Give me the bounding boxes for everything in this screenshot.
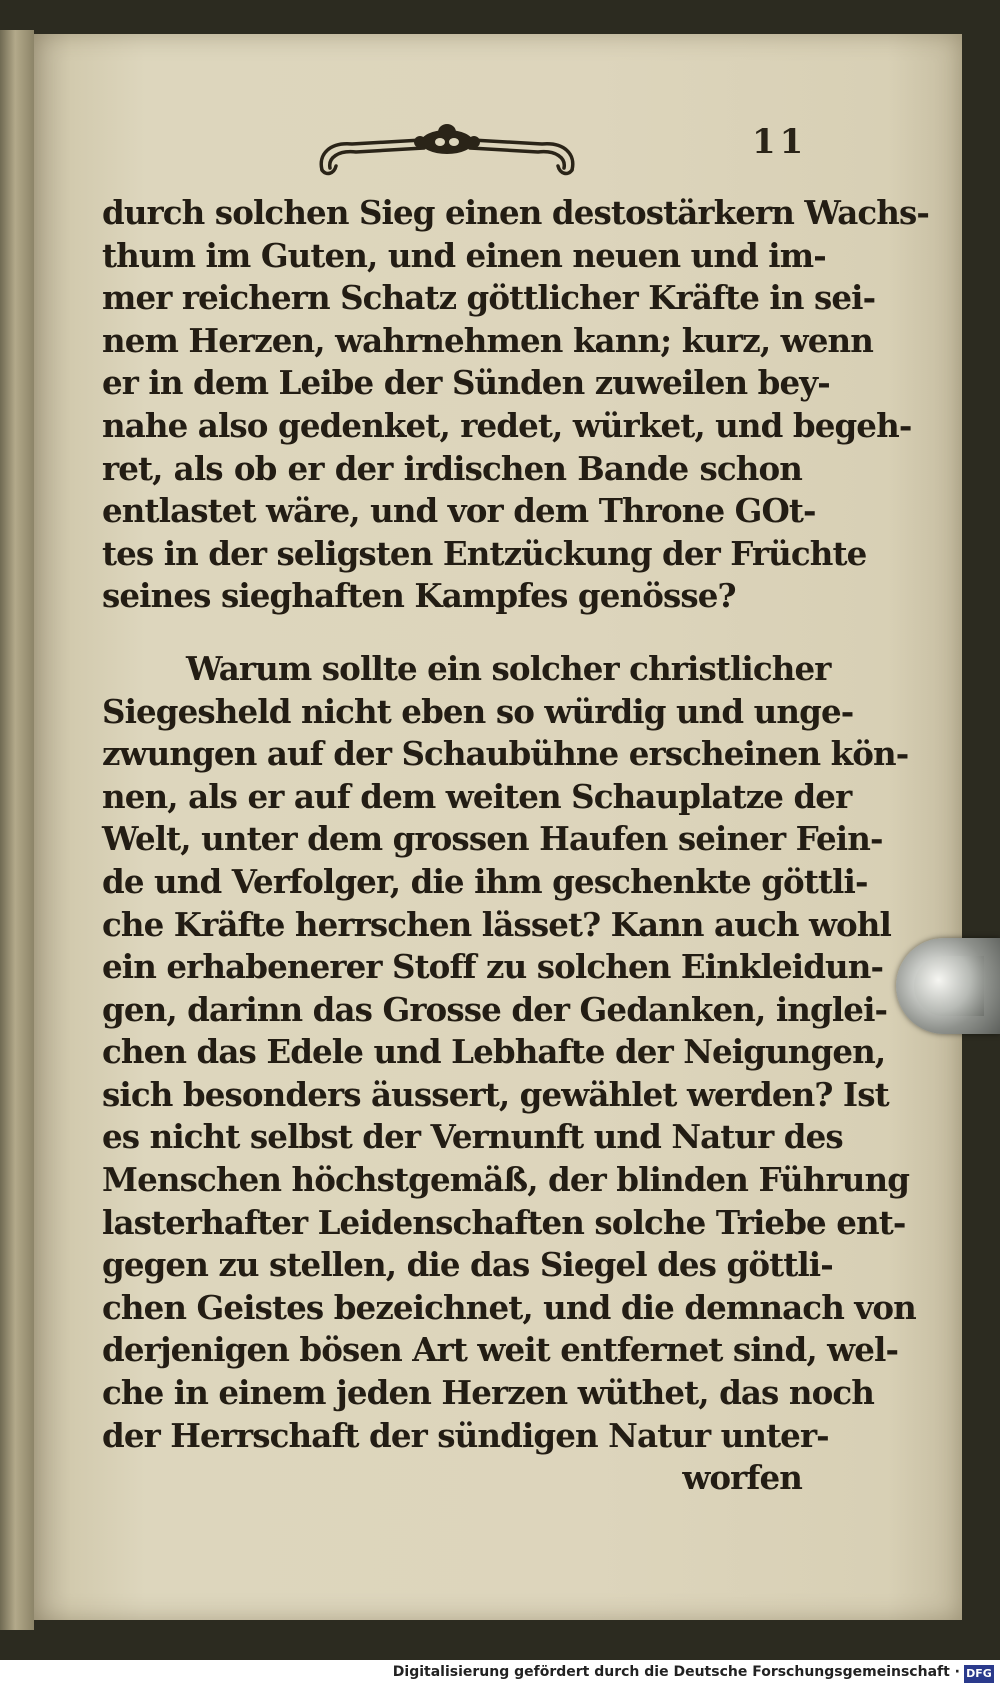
text-line: Welt, unter dem grossen Haufen seiner Fein- bbox=[102, 819, 883, 859]
text-line: thum im Guten, und einen neuen und im- bbox=[102, 235, 826, 275]
text-line: derjenigen bösen Art weit entfernet sind, wel- bbox=[102, 1330, 899, 1370]
text-line: lasterhafter Leidenschaften solche Triebe ent- bbox=[102, 1202, 906, 1242]
catchword: worfen bbox=[682, 1458, 802, 1498]
text-line: Siegesheld nicht eben so würdig und unge- bbox=[102, 691, 854, 731]
text-line: entlastet wäre, und vor dem Throne GOt- bbox=[102, 491, 816, 531]
text-line: gegen zu stellen, die das Siegel des göttli- bbox=[102, 1245, 833, 1285]
dfg-logo: DFG bbox=[964, 1665, 994, 1683]
ornament-headpiece bbox=[312, 118, 582, 184]
text-line: che in einem jeden Herzen wüthet, das noch bbox=[102, 1373, 874, 1413]
text-line: es nicht selbst der Vernunft und Natur des bbox=[102, 1117, 843, 1157]
page-number: 11 bbox=[752, 122, 808, 162]
book-clamp bbox=[896, 938, 1000, 1034]
text-line: er in dem Leibe der Sünden zuweilen bey- bbox=[102, 363, 830, 403]
text-line: che Kräfte herrschen lässet? Kann auch wohl bbox=[102, 904, 891, 944]
text-line: ein erhabenerer Stoff zu solchen Einkleidun- bbox=[102, 947, 884, 987]
text-line: Menschen höchstgemäß, der blinden Führung bbox=[102, 1160, 910, 1200]
text-line: de und Verfolger, die ihm geschenkte göttli- bbox=[102, 861, 868, 901]
paragraph bbox=[102, 648, 916, 1457]
text-line: durch solchen Sieg einen destostärkern Wachs- bbox=[102, 193, 929, 232]
text-line: Warum sollte ein solcher christlicher bbox=[186, 648, 831, 688]
text-line: mer reichern Schatz göttlicher Kräfte in sei- bbox=[102, 278, 876, 318]
text-line: nahe also gedenket, redet, würket, und begeh- bbox=[102, 405, 912, 445]
text-line: nem Herzen, wahrnehmen kann; kurz, wenn bbox=[102, 320, 873, 360]
text-line: gen, darinn das Grosse der Gedanken, inglei- bbox=[102, 989, 888, 1029]
text-line: sich besonders äussert, gewählet werden? Ist bbox=[102, 1074, 889, 1114]
body-text bbox=[102, 192, 929, 1500]
text-line: chen das Edele und Lebhafte der Neigungen, bbox=[102, 1032, 886, 1072]
footer-bar bbox=[0, 1660, 1000, 1688]
text-line: chen Geistes bezeichnet, und die demnach von bbox=[102, 1287, 916, 1327]
text-line: der Herrschaft der sündigen Natur unter- bbox=[102, 1415, 829, 1455]
paragraph bbox=[102, 192, 929, 618]
text-line: ret, als ob er der irdischen Bande schon bbox=[102, 448, 802, 488]
adjacent-page-edge bbox=[0, 30, 34, 1630]
text-line: zwungen auf der Schaubühne erscheinen kön- bbox=[102, 734, 909, 774]
funding-credit: Digitalisierung gefördert durch die Deutsche Forschungsgemeinschaft · bbox=[392, 1664, 960, 1680]
text-line: tes in der seligsten Entzückung der Früchte bbox=[102, 533, 867, 573]
text-line: nen, als er auf dem weiten Schauplatze der bbox=[102, 776, 852, 816]
text-line: seines sieghaften Kampfes genösse? bbox=[102, 576, 736, 616]
